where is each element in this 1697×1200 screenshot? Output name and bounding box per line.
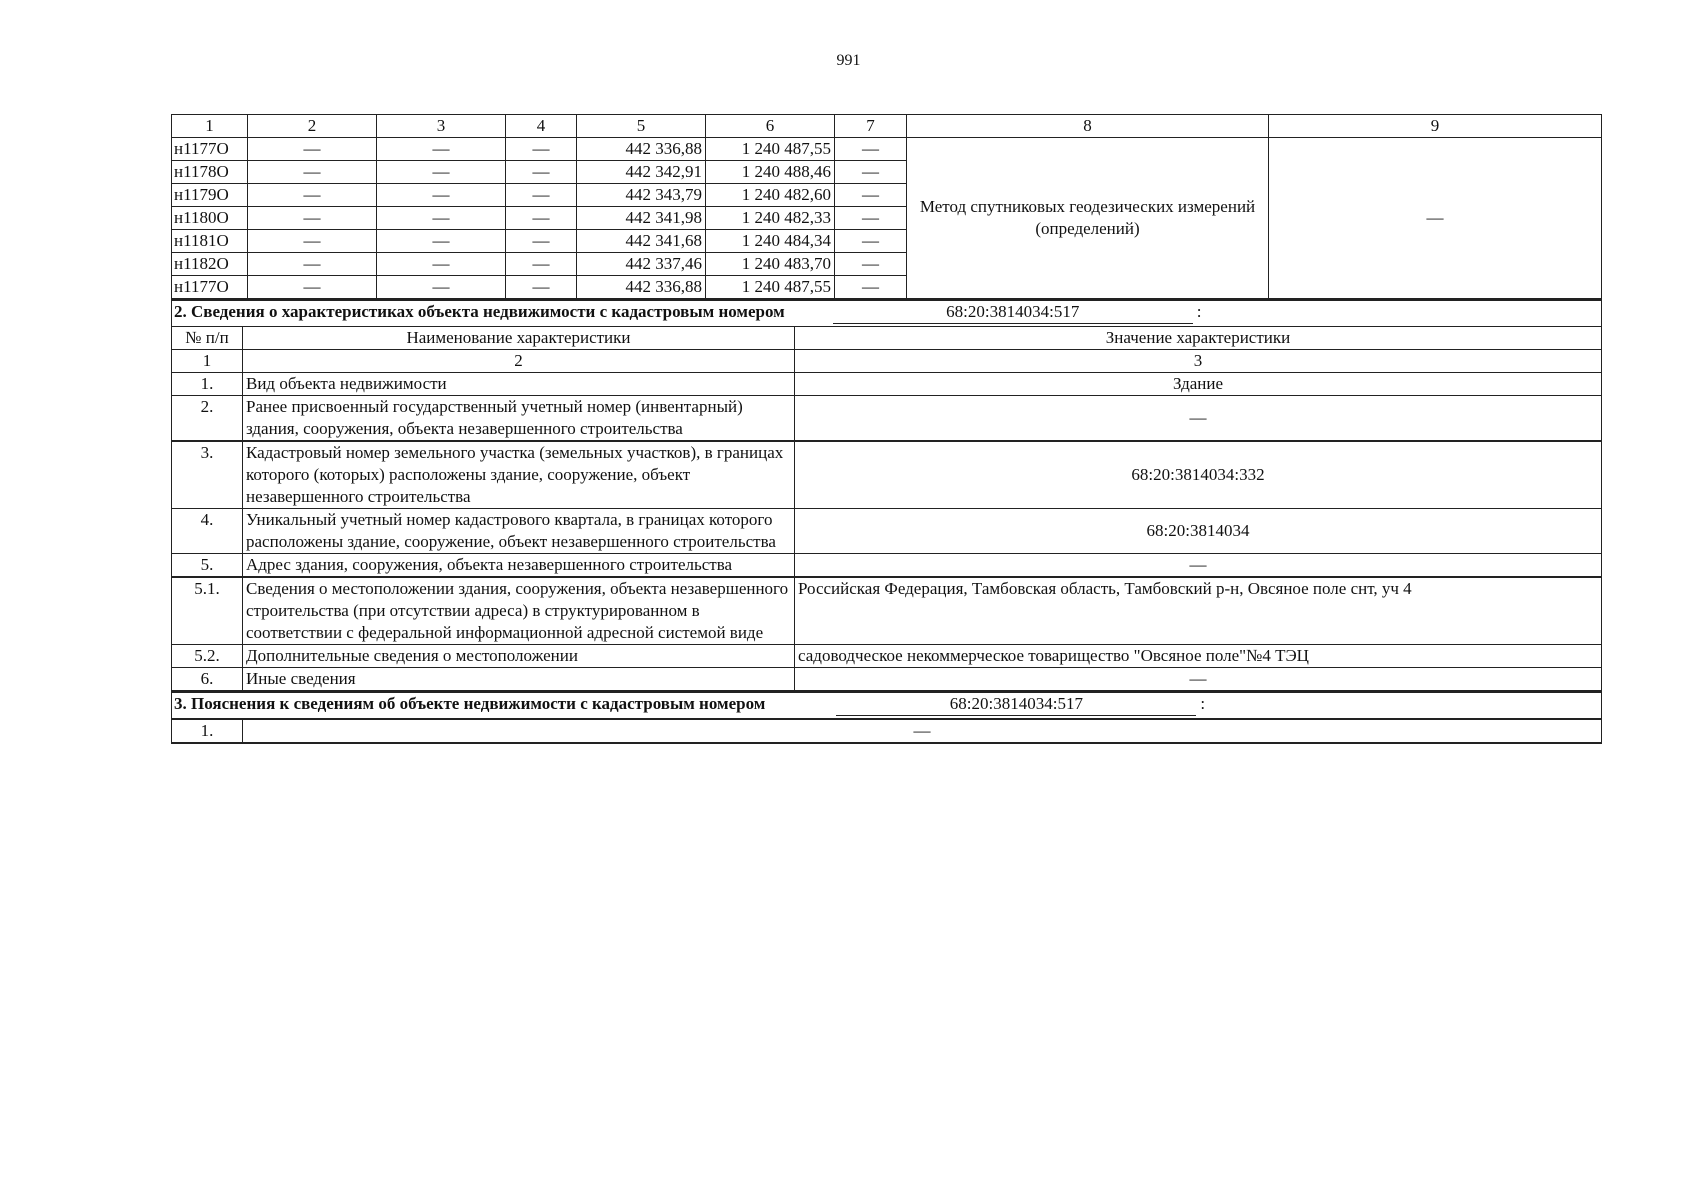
header-cell: 8 [907,115,1269,138]
header-cell: 3 [377,115,506,138]
coord-x: 442 341,68 [577,230,706,253]
coord-x: 442 343,79 [577,184,706,207]
header-cell: 7 [835,115,907,138]
cell: — [835,184,907,207]
header-cell: Значение характеристики [795,327,1602,350]
cell: — [377,207,506,230]
characteristic-value: 68:20:3814034:332 [795,441,1602,509]
header-cell: 1 [172,115,248,138]
row-number: 1. [172,719,243,743]
section2-colon: : [1196,302,1202,321]
cell: — [248,138,377,161]
col9-cell: — [1269,138,1602,299]
table-row [172,668,1602,691]
cell: — [377,184,506,207]
coord-y: 1 240 487,55 [706,276,835,299]
cell: — [248,161,377,184]
point-name: н1179О [172,184,248,207]
characteristic-name: Иные сведения [243,668,795,691]
header-cell: Наименование характеристики [243,327,795,350]
cell: — [248,230,377,253]
section3-cadastral-number: 68:20:3814034:517 [836,693,1196,716]
coord-y: 1 240 482,33 [706,207,835,230]
characteristic-name: Уникальный учетный номер кадастрового квартала, в границах которого расположены здание, сооружение, объект незавершенного строительства [243,509,795,554]
coord-y: 1 240 482,60 [706,184,835,207]
header-cell: 5 [577,115,706,138]
point-name: н1182О [172,253,248,276]
explanation-value: — [243,719,1602,743]
cell: — [506,276,577,299]
coord-x: 442 341,98 [577,207,706,230]
characteristic-value: садоводческое некоммерческое товарищество "Овсяное поле"№4 ТЭЦ [795,645,1602,668]
characteristics-table [171,299,1602,691]
section2-heading [172,300,1602,327]
coord-x: 442 342,91 [577,161,706,184]
cell: — [835,253,907,276]
header-cell: 6 [706,115,835,138]
characteristic-value: — [795,668,1602,691]
row-number: 1. [172,373,243,396]
cell: — [506,230,577,253]
coord-x: 442 337,46 [577,253,706,276]
cell: — [248,253,377,276]
characteristic-name: Сведения о местоположении здания, сооружения, объекта незавершенного строительства (при отсутствии адреса) в структурированном в соответствии с федеральной информационной адресной системой виде [243,577,795,645]
characteristic-name: Ранее присвоенный государственный учетный номер (инвентарный) здания, сооружения, объекта незавершенного строительства [243,396,795,442]
characteristic-value: — [795,396,1602,442]
coord-y: 1 240 484,34 [706,230,835,253]
coord-y: 1 240 488,46 [706,161,835,184]
cell: — [506,207,577,230]
cell: — [506,184,577,207]
col-number-cell: 3 [795,350,1602,373]
point-name: н1180О [172,207,248,230]
row-number: 4. [172,509,243,554]
row-number: 5.2. [172,645,243,668]
row-number: 5.1. [172,577,243,645]
cell: — [506,253,577,276]
characteristic-value: Российская Федерация, Тамбовская область, Тамбовский р-н, Овсяное поле снт, уч 4 [795,577,1602,645]
section3-heading [172,692,1602,719]
header-cell: 2 [248,115,377,138]
table-row [172,509,1602,554]
method-cell: Метод спутниковых геодезических измерений (определений) [907,138,1269,299]
cell: — [248,184,377,207]
characteristic-value: 68:20:3814034 [795,509,1602,554]
cell: — [835,276,907,299]
page-number: 991 [836,52,861,69]
cell: — [377,276,506,299]
point-name: н1181О [172,230,248,253]
cadastral-document [171,114,1601,744]
chars-colnum-row [172,350,1602,373]
section3-title: 3. Пояснения к сведениям об объекте недвижимости с кадастровым номером [174,694,766,713]
col-number-cell: 2 [243,350,795,373]
row-number: 6. [172,668,243,691]
coord-y: 1 240 487,55 [706,138,835,161]
cell: — [248,207,377,230]
section3-heading-row [172,692,1602,719]
header-cell: № п/п [172,327,243,350]
characteristic-name: Адрес здания, сооружения, объекта незавершенного строительства [243,554,795,578]
coord-x: 442 336,88 [577,276,706,299]
characteristic-name: Кадастровый номер земельного участка (земельных участков), в границах которого (которых) расположены здание, сооружение, объект незавершенного строительства [243,441,795,509]
coordinates-table [171,114,1602,299]
coord-y: 1 240 483,70 [706,253,835,276]
cell: — [835,138,907,161]
table-row [172,396,1602,442]
cell: — [377,161,506,184]
cell: — [835,161,907,184]
row-number: 3. [172,441,243,509]
table-row [172,441,1602,509]
section2-cadastral-number: 68:20:3814034:517 [833,301,1193,324]
table-row [172,554,1602,578]
coord-x: 442 336,88 [577,138,706,161]
table-row [172,373,1602,396]
explanations-table [171,691,1602,744]
characteristic-value: Здание [795,373,1602,396]
cell: — [248,276,377,299]
table-row [172,719,1602,743]
cell: — [835,207,907,230]
header-cell: 9 [1269,115,1602,138]
cell: — [377,230,506,253]
section3-colon: : [1200,694,1206,713]
characteristic-name: Вид объекта недвижимости [243,373,795,396]
section2-title: 2. Сведения о характеристиках объекта недвижимости с кадастровым номером [174,302,785,321]
row-number: 5. [172,554,243,578]
point-name: н1177О [172,276,248,299]
section2-heading-row [172,300,1602,327]
cell: — [377,138,506,161]
point-name: н1177О [172,138,248,161]
header-cell: 4 [506,115,577,138]
row-number: 2. [172,396,243,442]
point-name: н1178О [172,161,248,184]
table-row [172,577,1602,645]
characteristic-name: Дополнительные сведения о местоположении [243,645,795,668]
col-number-cell: 1 [172,350,243,373]
cell: — [506,161,577,184]
table-row [172,645,1602,668]
chars-header-row [172,327,1602,350]
cell: — [835,230,907,253]
cell: — [377,253,506,276]
table-row [172,138,1602,161]
cell: — [506,138,577,161]
coords-header-row [172,115,1602,138]
characteristic-value: — [795,554,1602,578]
